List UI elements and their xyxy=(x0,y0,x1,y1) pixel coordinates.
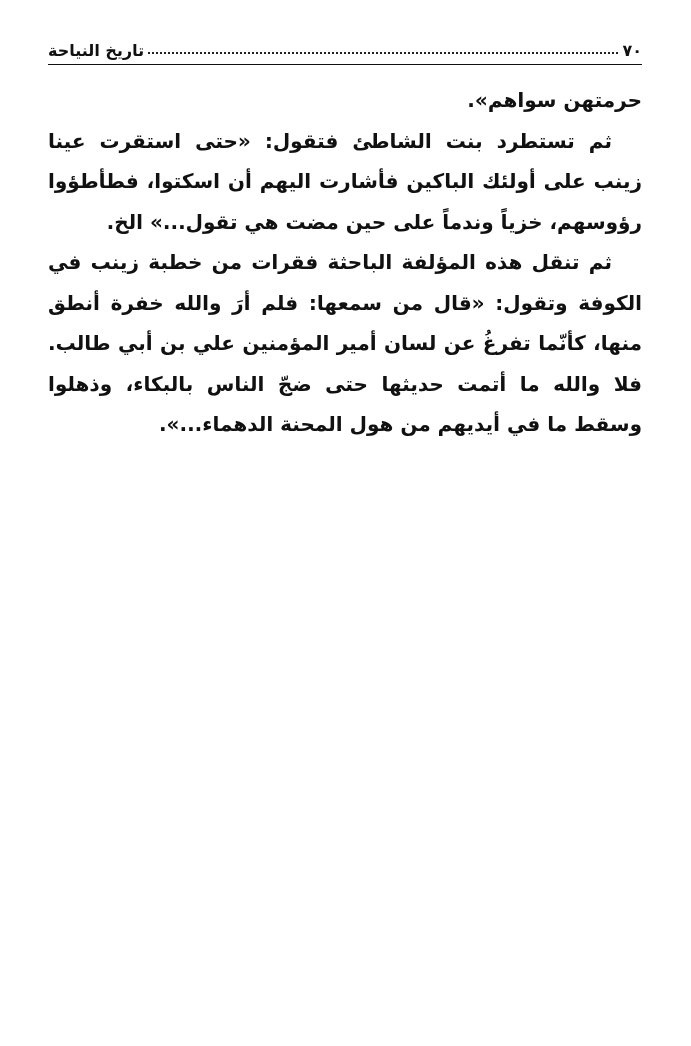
running-title: تاريخ النياحة xyxy=(48,41,145,60)
body-text xyxy=(48,80,642,445)
paragraph-1: حرمتهن سواهم». xyxy=(467,88,642,112)
paragraph-2: ثم تستطرد بنت الشاطئ فتقول: «حتى استقرت عينا زينب على أولئك الباكين فأشارت اليهم أن اسكتوا، فطأطؤوا رؤوسهم، خزياً وندماً على حين مضت هي تقول...» الخ. xyxy=(48,128,642,234)
header-rule xyxy=(48,64,642,65)
page-header xyxy=(48,30,642,60)
paragraph-3: ثم تنقل هذه المؤلفة الباحثة فقرات من خطبة زينب في الكوفة وتقول: «قال من سمعها: فلم أرَ والله خفرة أنطق منها، كأنّما تفرغُ عن لسان أمير المؤمنين علي بن أبي طالب. فلا والله ما أتمت حديثها حتى ضجّ الناس بالبكاء، وذهلوا وسقط ما في أيديهم من هول المحنة الدهماء...». xyxy=(48,250,642,436)
dot-leader xyxy=(148,51,618,54)
page-number: ٧٠ xyxy=(622,41,642,60)
